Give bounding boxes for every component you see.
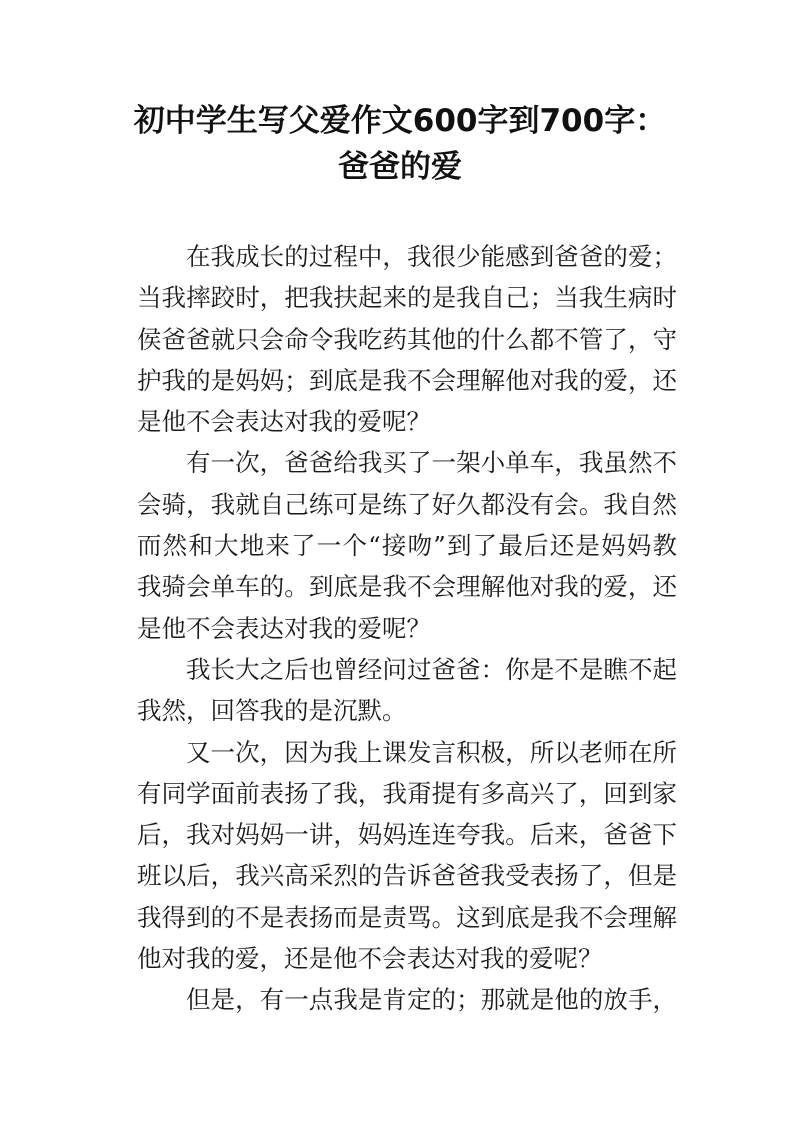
paragraph-line: 班以后，我兴高采烈的告诉爸爸我受表扬了，但是 [137,861,677,891]
paragraph-line: 是他不会表达对我的爱呢？ [137,613,431,643]
paragraph-line: 他对我的爱，还是他不会表达对我的爱呢？ [137,944,603,974]
paragraph-4 [137,732,677,980]
paragraph-line: 会骑，我就自己练可是练了好久都没有会。我自然 [137,489,677,519]
paragraph-line: 有一次，爸爸给我买了一架小单车，我虽然不 [186,448,677,478]
title-line-2: 爸爸的爱 [338,149,462,185]
paragraph-line: 是他不会表达对我的爱呢？ [137,407,431,437]
paragraph-line: 我得到的不是表扬而是责骂。这到底是我不会理解 [137,902,677,932]
paragraph-line: 我骑会单车的。到底是我不会理解他对我的爱，还 [137,572,677,602]
paragraph-1 [137,236,677,442]
paragraph-line: 侯爸爸就只会命令我吃药其他的什么都不管了，守 [137,324,677,354]
paragraph-line: 有同学面前表扬了我，我甭提有多高兴了，回到家 [137,778,677,808]
paragraph-line: 我然，回答我的是沉默。 [137,696,407,726]
paragraph-line: 护我的是妈妈；到底是我不会理解他对我的爱，还 [137,365,677,395]
page-title [100,98,700,190]
paragraph-line: 又一次，因为我上课发言积极，所以老师在所 [186,737,677,767]
article-body [137,236,677,1021]
paragraph-line: 当我摔跤时，把我扶起来的是我自己；当我生病时 [137,283,677,313]
paragraph-line: 但是，有一点我是肯定的；那就是他的放手， [186,985,677,1015]
paragraph-3 [137,649,677,732]
paragraph-line: 而然和大地来了一个“接吻”到了最后还是妈妈教 [137,531,677,561]
paragraph-line: 我长大之后也曾经问过爸爸：你是不是瞧不起 [186,654,677,684]
paragraph-line: 在我成长的过程中，我很少能感到爸爸的爱； [186,242,677,271]
paragraph-2 [137,442,677,648]
title-line-1: 初中学生写父爱作文600字到700字： [133,103,667,139]
paragraph-5 [137,979,677,1020]
paragraph-line: 后，我对妈妈一讲，妈妈连连夸我。后来，爸爸下 [137,820,677,850]
